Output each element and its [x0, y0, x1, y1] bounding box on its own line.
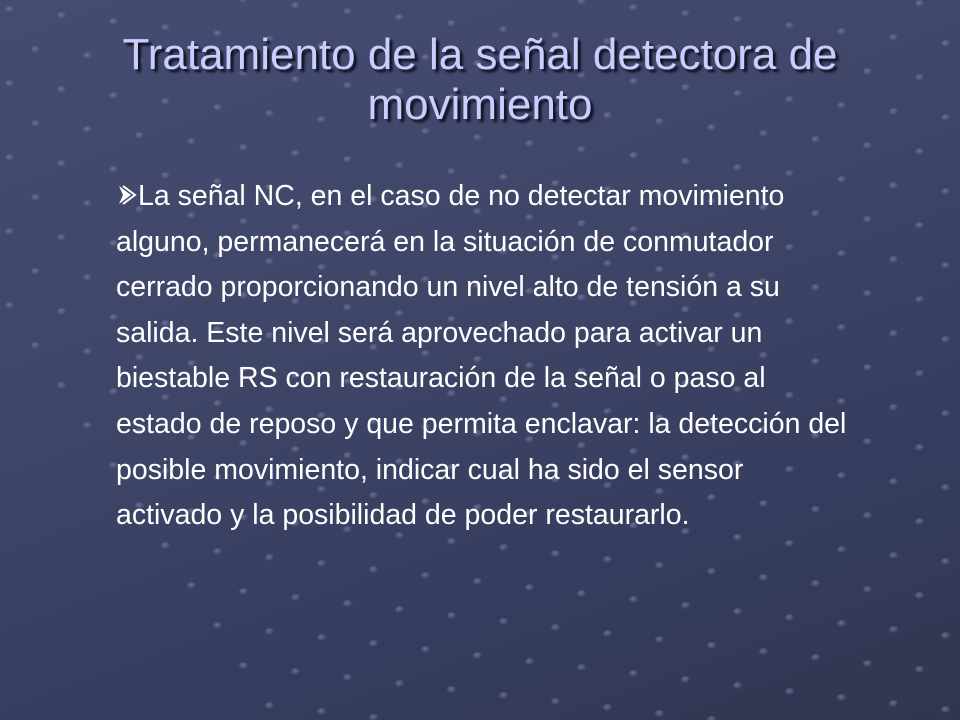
paragraph-text: La señal NC, en el caso de no detectar movimiento alguno, permanecerá en la situación de conmutador cerrado proporcionando un nivel alto de tensión a su salida. Este nivel será aprovechado para activar un biestable RS con restauración de la señal o paso al estado de reposo y que permita enclavar: la detección del posible movimiento, indicar cual ha sido el sensor activado y la posibilidad de poder restaurarlo. — [116, 180, 847, 532]
slide-body-paragraph — [116, 174, 856, 539]
arrow-bullet-icon — [116, 182, 138, 208]
slide-title: Tratamiento de la señal detectora de movimiento — [122, 30, 838, 129]
